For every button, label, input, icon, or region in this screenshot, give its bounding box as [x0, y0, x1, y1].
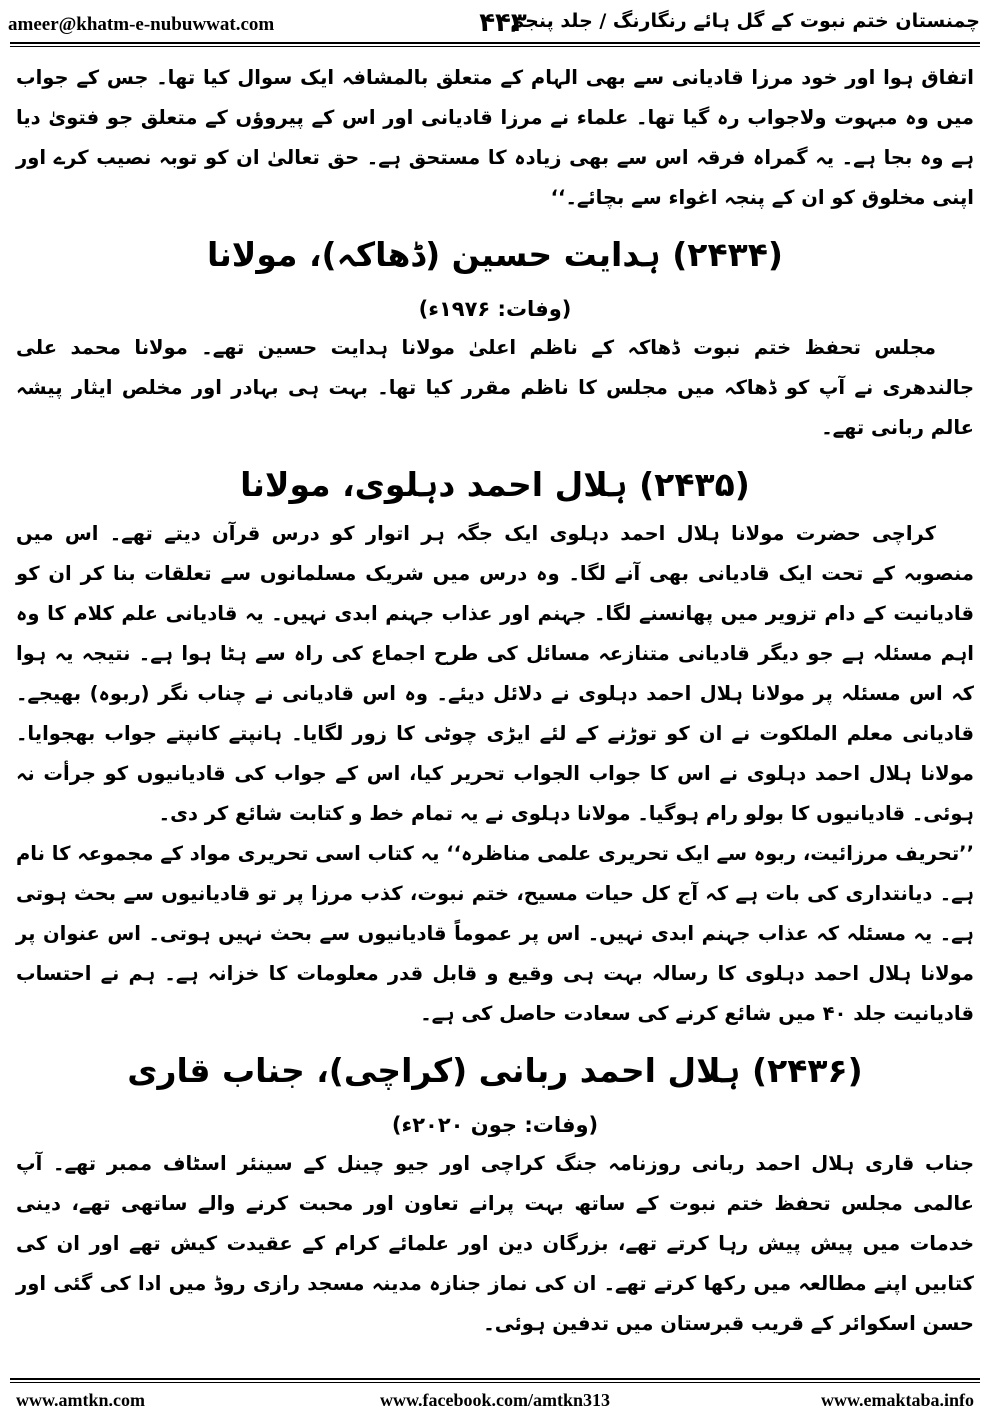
- header-rule-thin: [10, 46, 980, 47]
- footer-rule-thin: [10, 1382, 980, 1383]
- header-email[interactable]: ameer@khatm-e-nubuwwat.com: [8, 14, 275, 35]
- death-date-2436: (وفات: جون ۲۰۲۰ء): [391, 1113, 599, 1137]
- header-rule: [10, 42, 980, 44]
- page-footer: [16, 1386, 974, 1414]
- page-body: [16, 58, 974, 1368]
- footer-link-amtkn[interactable]: www.amtkn.com: [16, 1390, 145, 1410]
- footer-rule: [10, 1378, 980, 1380]
- section-paragraph-2436: جناب قاری ہلال احمد ربانی روزنامہ جنگ کراچی اور جیو چینل کے سینئر اسٹاف ممبر تھے۔ آپ عالمی مجلس تحفظ ختم نبوت کے ساتھ بہت پرانے تعاون اور محبت کرنے والے ساتھی تھے، دینی خدمات میں پیش پیش رہا کرتے تھے، بزرگان دین اور علمائے کرام کے عقیدت کیش تھے اور ان کی کتابیں اپنے مطالعہ میں رکھا کرتے تھے۔ ان کی نماز جنازہ مدینہ مسجد رازی روڈ میں ادا کی گئی اور حسن اسکوائر کے قریب قبرستان میں تدفین ہوئی۔: [16, 1152, 974, 1335]
- section-paragraph-2435-a: کراچی حضرت مولانا ہلال احمد دہلوی ایک جگہ ہر اتوار کو درس قرآن دیتے تھے۔ اس میں منصوبہ کے تحت ایک قادیانی بھی آنے لگا۔ وہ درس میں شریک مسلمانوں سے تعلقات بنا کر ان کو قادیانیت کے دام تزویر میں پھانسنے لگا۔ جہنم اور عذاب جہنم ابدی نہیں۔ یہ قادیانی علم کلام کا وہ اہم مسئلہ ہے جو دیگر قادیانی متنازعہ مسائل کی طرح اجماع کی راہ سے ہٹا ہوا ہے۔ نتیجہ یہ ہوا کہ اس مسئلہ پر مولانا ہلال احمد دہلوی نے دلائل دیئے۔ وہ اس قادیانی نے چناب نگر (ربوہ) بھیجے۔ قادیانی معلم الملکوت نے ان کو توڑنے کے لئے ایڑی چوٹی کا زور لگایا۔ ہانپتے کانپتے جواب بھجوایا۔ مولانا ہلال احمد دہلوی نے اس کا جواب الجواب تحریر کیا، اس کے جواب کی قادیانیوں کو جرأت نہ ہوئی۔ قادیانیوں کا بولو رام ہوگیا۔ مولانا دہلوی نے یہ تمام خط و کتابت شائع کر دی۔: [16, 522, 974, 825]
- section-heading-2434: (۲۴۳۴) ہدایت حسین (ڈھاکہ)، مولانا: [207, 235, 783, 274]
- section-paragraph-2434: مجلس تحفظ ختم نبوت ڈھاکہ کے ناظم اعلیٰ مولانا ہدایت حسین تھے۔ مولانا محمد علی جالندھری نے آپ کو ڈھاکہ میں مجلس کا ناظم مقرر کیا تھا۔ بہت ہی بہادر اور مخلص ایثار پیشہ عالم ربانی تھے۔: [16, 336, 974, 439]
- page-header: [8, 6, 982, 40]
- section-paragraph-2435-b: ’’تحریف مرزائیت، ربوہ سے ایک تحریری علمی مناظرہ‘‘ یہ کتاب اسی تحریری مواد کے مجموعہ کا نام ہے۔ دیانتداری کی بات ہے کہ آج کل حیات مسیح، ختم نبوت، کذب مرزا پر تو قادیانیوں سے بحث ہوتی ہے۔ یہ مسئلہ کہ عذاب جہنم ابدی نہیں۔ اس پر عموماً قادیانیوں سے بحث نہیں ہوتی۔ اس عنوان پر مولانا ہلال احمد دہلوی کا رسالہ بہت ہی وقیع و قابل قدر معلومات کا خزانہ ہے۔ ہم نے احتساب قادیانیت جلد ۴۰ میں شائع کرنے کی سعادت حاصل کی ہے۔: [16, 842, 974, 1025]
- footer-link-emaktaba[interactable]: www.emaktaba.info: [820, 1390, 974, 1410]
- death-date-2434: (وفات: ۱۹۷۶ء): [418, 297, 572, 321]
- intro-paragraph: اتفاق ہوا اور خود مرزا قادیانی سے بھی الہام کے متعلق بالمشافہ ایک سوال کیا تھا۔ جس کے جواب میں وہ مبہوت ولاجواب رہ گیا تھا۔ علماء نے مرزا قادیانی اور اس کے پیروؤں کے متعلق جو فتویٰ دیا ہے وہ بجا ہے۔ یہ گمراہ فرقہ اس سے بھی زیادہ کا مستحق ہے۔ حق تعالیٰ ان کو توبہ نصیب کرے اور اپنی مخلوق کو ان کے پنجہ اغواء سے بچائے۔‘‘: [16, 66, 974, 209]
- section-heading-2435: (۲۴۳۵) ہلال احمد دہلوی، مولانا: [240, 465, 750, 504]
- book-title: چمنستان ختم نبوت کے گل ہائے رنگارنگ / جلد پنجم: [510, 10, 980, 32]
- section-heading-2436: (۲۴۳۶) ہلال احمد ربانی (کراچی)، جناب قاری: [127, 1051, 863, 1090]
- page-number: ۴۴۳: [479, 8, 527, 38]
- footer-link-facebook[interactable]: www.facebook.com/amtkn313: [380, 1390, 610, 1410]
